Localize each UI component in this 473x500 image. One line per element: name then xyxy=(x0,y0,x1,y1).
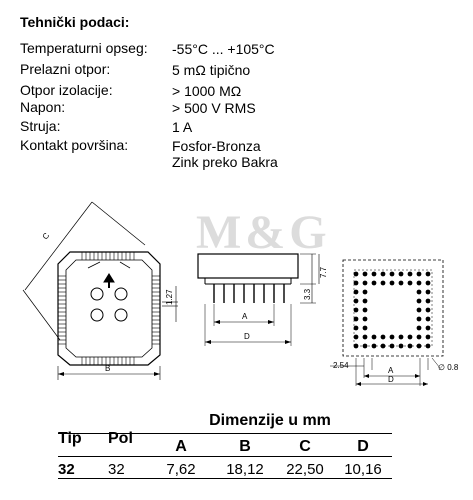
footprint-pad xyxy=(354,344,359,349)
footprint-pad xyxy=(354,326,359,331)
table-col-b: B xyxy=(239,438,251,455)
footprint-pad xyxy=(417,290,422,295)
footprint-pad xyxy=(372,281,377,286)
footprint-pad xyxy=(417,281,422,286)
footprint-pad xyxy=(426,335,431,340)
footprint-pad xyxy=(354,308,359,313)
footprint-pad xyxy=(417,326,422,331)
footprint-pad xyxy=(408,335,413,340)
footprint-pad xyxy=(426,326,431,331)
cell-tip: 32 xyxy=(58,461,75,478)
dim-a-label: A xyxy=(242,312,248,321)
cell-d: 10,16 xyxy=(344,461,382,478)
footprint-pad xyxy=(399,335,404,340)
cell-pol: 32 xyxy=(108,461,125,478)
table-col-c: C xyxy=(299,438,311,455)
footprint-pad xyxy=(390,272,395,277)
footprint-pad xyxy=(417,344,422,349)
socket-top-view xyxy=(23,202,178,380)
footprint-dim-d-label: D xyxy=(388,375,394,384)
dimensions-table xyxy=(58,412,392,481)
spec-value: Fosfor-Bronza xyxy=(172,138,261,154)
spec-label: Otpor izolacije: xyxy=(20,82,113,98)
footprint-pad xyxy=(426,299,431,304)
footprint-pad xyxy=(372,344,377,349)
dim-33-label: 3.3 xyxy=(303,288,312,300)
footprint-pad xyxy=(426,281,431,286)
dim-08-label: ∅ 0.8 xyxy=(438,363,459,372)
footprint-pad xyxy=(426,317,431,322)
footprint-pad xyxy=(417,272,422,277)
footprint-pad xyxy=(426,344,431,349)
table-col-tip: Tip xyxy=(58,430,82,447)
footprint-pad xyxy=(363,326,368,331)
dim-127-label: 1.27 xyxy=(165,289,174,305)
footprint-pad xyxy=(381,272,386,277)
table-col-a: A xyxy=(175,438,187,455)
spec-value: -55°C ... +105°C xyxy=(172,41,275,57)
footprint-pad xyxy=(408,344,413,349)
footprint-pad xyxy=(390,335,395,340)
dim-77-label: 7.7 xyxy=(319,266,328,278)
spec-value: 1 A xyxy=(172,119,193,135)
spec-label: Napon: xyxy=(20,99,66,115)
footprint-dim-a-label: A xyxy=(388,366,394,375)
footprint-pad xyxy=(363,290,368,295)
footprint-pad xyxy=(390,281,395,286)
footprint-pad xyxy=(417,308,422,313)
footprint-pad xyxy=(426,290,431,295)
dim-254-label: 2.54 xyxy=(333,361,349,370)
footprint-pad xyxy=(381,335,386,340)
footprint-pad xyxy=(381,281,386,286)
footprint-pad xyxy=(354,290,359,295)
footprint-pad xyxy=(363,281,368,286)
footprint-pad xyxy=(390,344,395,349)
spec-value-line2: Zink preko Bakra xyxy=(172,154,278,170)
footprint-pad xyxy=(408,272,413,277)
spec-label: Struja: xyxy=(20,118,61,134)
footprint-pad xyxy=(399,272,404,277)
cell-c: 22,50 xyxy=(286,461,324,478)
watermark-logo: M&G xyxy=(196,206,331,259)
spec-heading: Tehnički podaci: xyxy=(20,14,130,30)
table-col-d: D xyxy=(357,438,369,455)
footprint-pad xyxy=(363,272,368,277)
footprint-pad xyxy=(417,317,422,322)
dim-b-label: B xyxy=(105,364,111,373)
footprint-pad xyxy=(426,308,431,313)
footprint-pad xyxy=(354,299,359,304)
footprint-pad xyxy=(363,344,368,349)
footprint-pad xyxy=(363,308,368,313)
socket-side-view xyxy=(198,254,319,346)
spec-value: 5 mΩ tipično xyxy=(172,62,251,78)
footprint-pad xyxy=(372,335,377,340)
spec-value: > 500 V RMS xyxy=(172,100,256,116)
footprint-pad xyxy=(426,272,431,277)
footprint-pad xyxy=(363,299,368,304)
footprint-pad xyxy=(363,335,368,340)
spec-label: Prelazni otpor: xyxy=(20,61,111,77)
cell-a: 7,62 xyxy=(166,461,196,478)
footprint-pad xyxy=(372,272,377,277)
footprint-pad xyxy=(408,281,413,286)
cell-b: 18,12 xyxy=(226,461,264,478)
footprint-pad xyxy=(354,335,359,340)
spec-value: > 1000 MΩ xyxy=(172,83,242,99)
footprint-pad xyxy=(363,317,368,322)
spec-label: Temperaturni opseg: xyxy=(20,40,148,56)
technical-drawing xyxy=(0,190,473,395)
footprint-pad xyxy=(354,272,359,277)
footprint-pad xyxy=(417,335,422,340)
footprint-pad xyxy=(381,344,386,349)
table-group-header: Dimenzije u mm xyxy=(209,412,331,429)
table-col-pol: Pol xyxy=(108,430,133,447)
dim-d-label: D xyxy=(244,332,250,341)
footprint-pad xyxy=(417,299,422,304)
footprint-pad xyxy=(399,281,404,286)
footprint-pad xyxy=(399,344,404,349)
table-row xyxy=(58,461,392,479)
dim-c-label: C xyxy=(40,231,52,242)
spec-label: Kontakt površina: xyxy=(20,137,129,153)
footprint-pad xyxy=(354,281,359,286)
footprint-pad xyxy=(354,317,359,322)
